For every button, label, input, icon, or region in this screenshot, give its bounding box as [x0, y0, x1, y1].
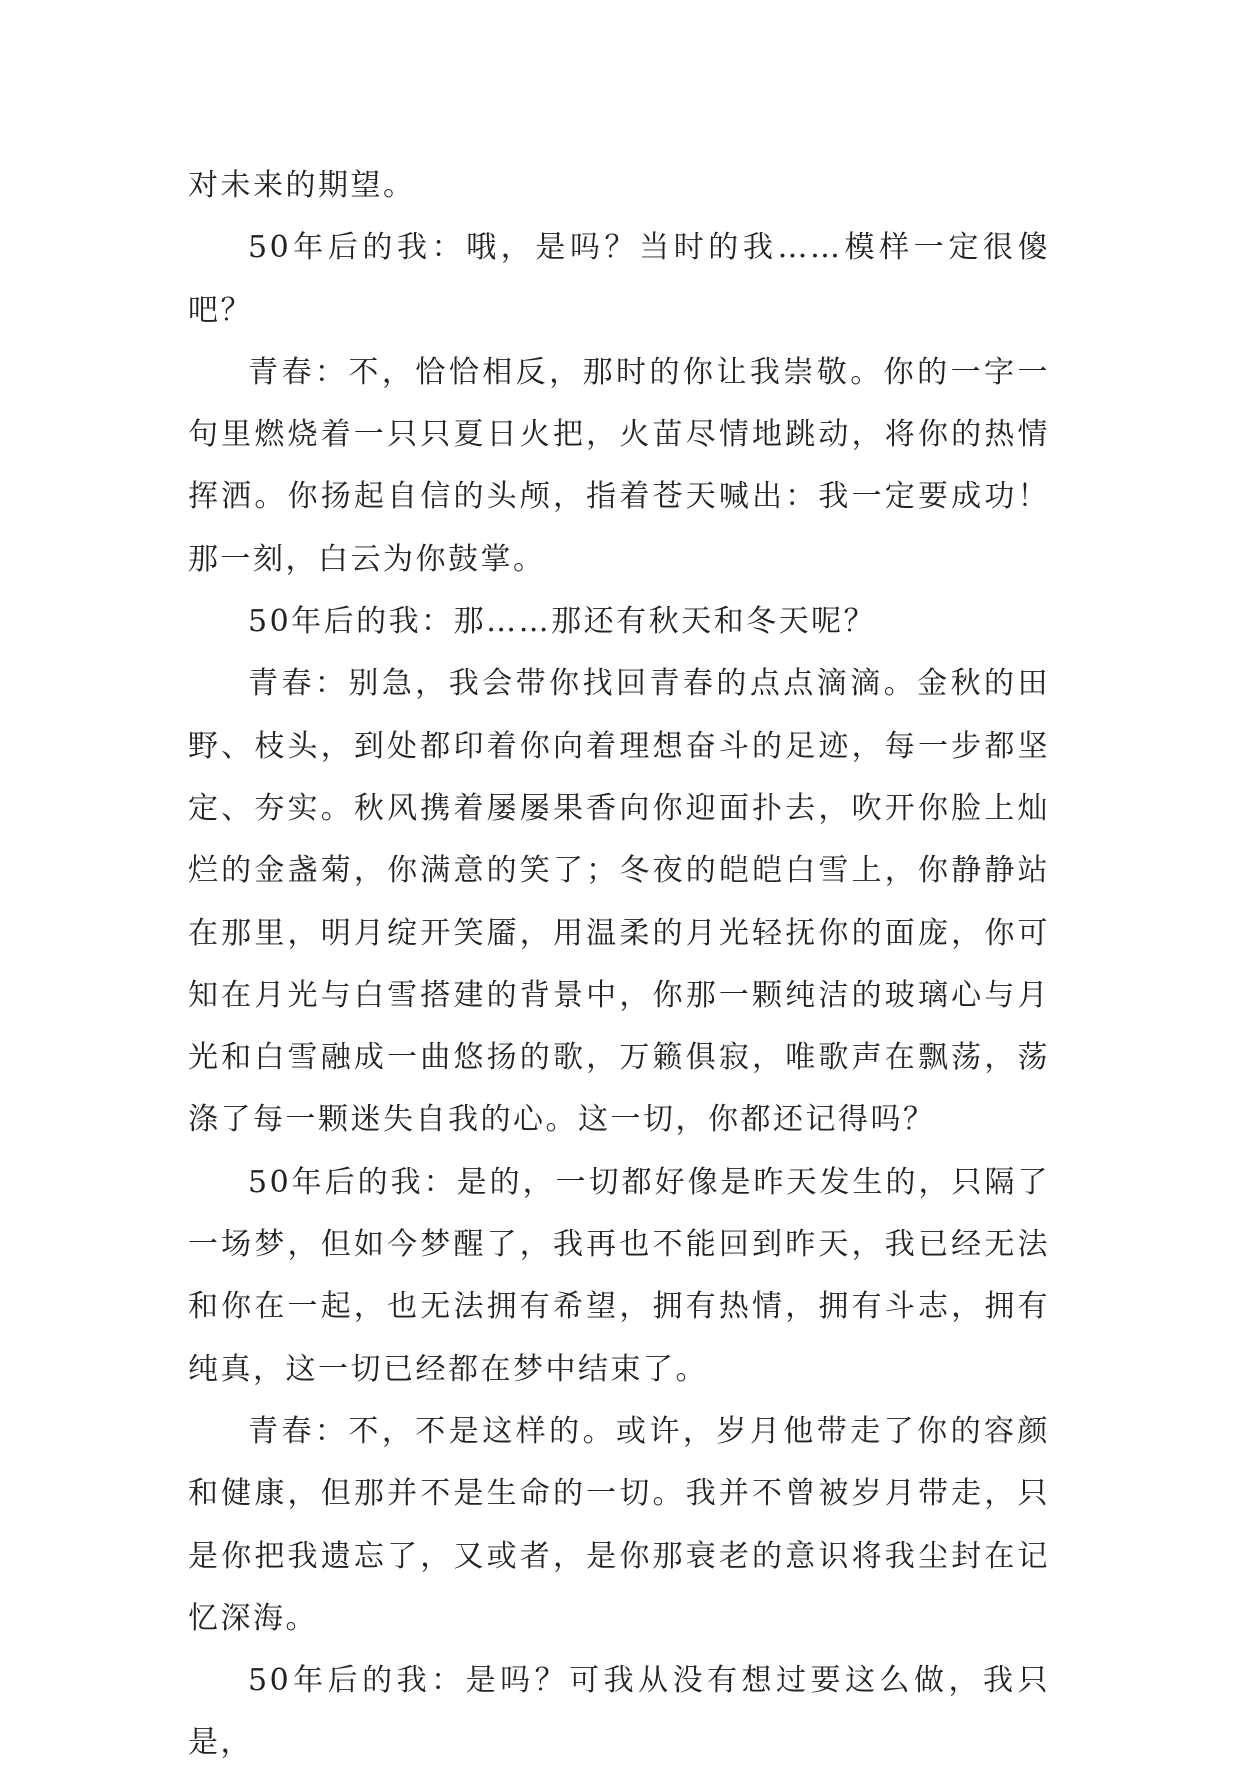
paragraph-dialogue-youth-1: 青春：不，恰恰相反，那时的你让我崇敬。你的一字一句里燃烧着一只只夏日火把，火苗尽情地跳动，将你的热情挥洒。你扬起自信的头颅，指着苍天喊出：我一定要成功！那一刻，白云为你鼓掌。 [188, 354, 1050, 577]
paragraph-dialogue-self-1: 50年后的我：哦，是吗？当时的我……模样一定很傻吧？ [188, 230, 1050, 328]
paragraph-dialogue-self-4: 50年后的我：是吗？可我从没有想过要这么做，我只是， [188, 1663, 1050, 1761]
paragraph-dialogue-self-2: 50年后的我：那……那还有秋天和冬天呢？ [248, 604, 877, 640]
paragraph-dialogue-youth-3: 青春：不，不是这样的。或许，岁月他带走了你的容颜和健康，但那并不是生命的一切。我并不曾被岁月带走，只是你把我遗忘了，又或者，是你那衰老的意识将我尘封在记忆深海。 [188, 1413, 1050, 1636]
paragraph-continuation: 对未来的期望。 [188, 168, 416, 203]
paragraph-dialogue-youth-2: 青春：别急，我会带你找回青春的点点滴滴。金秋的田野、枝头，到处都印着你向着理想奋斗的足迹，每一步都坚定、夯实。秋风携着屡屡果香向你迎面扑去，吹开你脸上灿烂的金盏菊，你满意的笑了；冬夜的皑皑白雪上，你静静站在那里，明月绽开笑靥，用温柔的月光轻抚你的面庞，你可知在月光与白雪搭建的背景中，你那一颗纯洁的玻璃心与月光和白雪融成一曲悠扬的歌，万籁俱寂，唯歌声在飘荡，荡涤了每一颗迷失自我的心。这一切，你都还记得吗？ [188, 666, 1050, 1138]
paragraph-dialogue-self-3: 50年后的我：是的，一切都好像是昨天发生的，只隔了一场梦，但如今梦醒了，我再也不能回到昨天，我已经无法和你在一起，也无法拥有希望，拥有热情，拥有斗志，拥有纯真，这一切已经都在梦中结束了。 [188, 1164, 1050, 1387]
document-body [188, 155, 1050, 1775]
